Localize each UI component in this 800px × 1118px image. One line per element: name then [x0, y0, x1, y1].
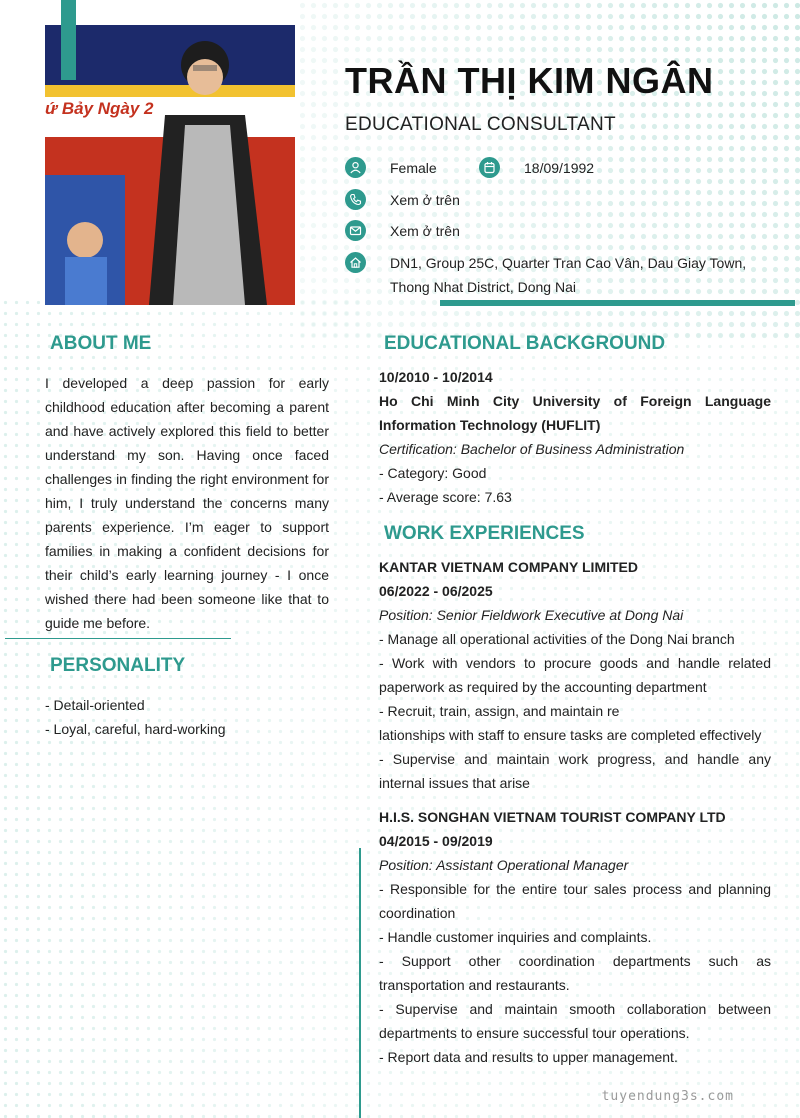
address-line-1: DN1, Group 25C, Quarter Tran Cao Vân, Dau Giay Town,	[390, 255, 747, 271]
job-duty: lationships with staff to ensure tasks are completed effectively	[379, 727, 762, 743]
job-company: KANTAR VIETNAM COMPANY LIMITED	[379, 559, 638, 575]
job-duty: - Recruit, train, assign, and maintain re	[379, 703, 620, 719]
phone-icon	[345, 189, 366, 210]
mail-icon	[345, 220, 366, 241]
education-period: 10/2010 - 10/2014	[379, 369, 493, 385]
job-position: Position: Senior Fieldwork Executive at Dong Nai	[379, 607, 684, 623]
candidate-name: TRẦN THỊ KIM NGÂN	[345, 60, 714, 101]
email-value: Xem ở trên	[390, 223, 460, 239]
about-section-title: ABOUT ME	[50, 333, 152, 354]
education-school: Ho Chi Minh City University of Foreign Language Information Technology (HUFLIT)	[379, 393, 771, 433]
job-duty: - Report data and results to upper management.	[379, 1049, 678, 1065]
job-period: 06/2022 - 06/2025	[379, 583, 493, 599]
job-duty: - Responsible for the entire tour sales process and planning coordination	[379, 881, 771, 921]
vertical-divider	[359, 848, 361, 1118]
job-duty: - Work with vendors to procure goods and handle related paperwork as required by the accounting department	[379, 655, 771, 695]
personality-section-title: PERSONALITY	[50, 655, 186, 676]
header-divider	[440, 300, 795, 306]
address-line-2: Thong Nhat District, Dong Nai	[390, 279, 576, 295]
about-text: I developed a deep passion for early childhood education after becoming a parent and have actively explored this field to better understand my son. Having once faced challenges in finding the right environment for him, I truly understand the concerns many parents experience. I’m eager to support families in making a confident decisions for their child’s early learning journey - I once wished there had been someone like that to guide me before.	[45, 375, 329, 631]
education-category: - Category: Good	[379, 465, 487, 481]
education-score: - Average score: 7.63	[379, 489, 512, 505]
education-section-title: EDUCATIONAL BACKGROUND	[384, 333, 666, 354]
job-position: Position: Assistant Operational Manager	[379, 857, 629, 873]
user-icon	[345, 157, 366, 178]
job-period: 04/2015 - 09/2019	[379, 833, 493, 849]
phone-value: Xem ở trên	[390, 192, 460, 208]
profile-photo	[45, 25, 295, 305]
watermark-text: tuyendung3s.com	[601, 1089, 734, 1104]
job-title: EDUCATIONAL CONSULTANT	[345, 114, 616, 135]
home-icon	[345, 252, 366, 273]
job-duty: - Supervise and maintain work progress, and handle any internal issues that arise	[379, 751, 771, 791]
job-duty: - Supervise and maintain smooth collaboration between departments to ensure successful tour operations.	[379, 1001, 771, 1041]
education-certification: Certification: Bachelor of Business Administration	[379, 441, 685, 457]
job-duty: - Manage all operational activities of the Dong Nai branch	[379, 631, 735, 647]
photo-banner-text: ứ Bảy Ngày 2	[45, 99, 154, 118]
job-company: H.I.S. SONGHAN VIETNAM TOURIST COMPANY LTD	[379, 809, 726, 825]
job-duty: - Support other coordination departments such as transportation and restaurants.	[379, 953, 771, 993]
gender-value: Female	[390, 160, 437, 176]
calendar-icon	[479, 157, 500, 178]
top-accent-bar	[61, 0, 76, 80]
work-section-title: WORK EXPERIENCES	[384, 523, 585, 544]
personality-item: - Loyal, careful, hard-working	[45, 721, 226, 737]
job-duty: - Handle customer inquiries and complaints.	[379, 929, 652, 945]
birthdate-value: 18/09/1992	[524, 160, 595, 176]
about-divider	[5, 638, 231, 639]
personality-item: - Detail-oriented	[45, 697, 145, 713]
